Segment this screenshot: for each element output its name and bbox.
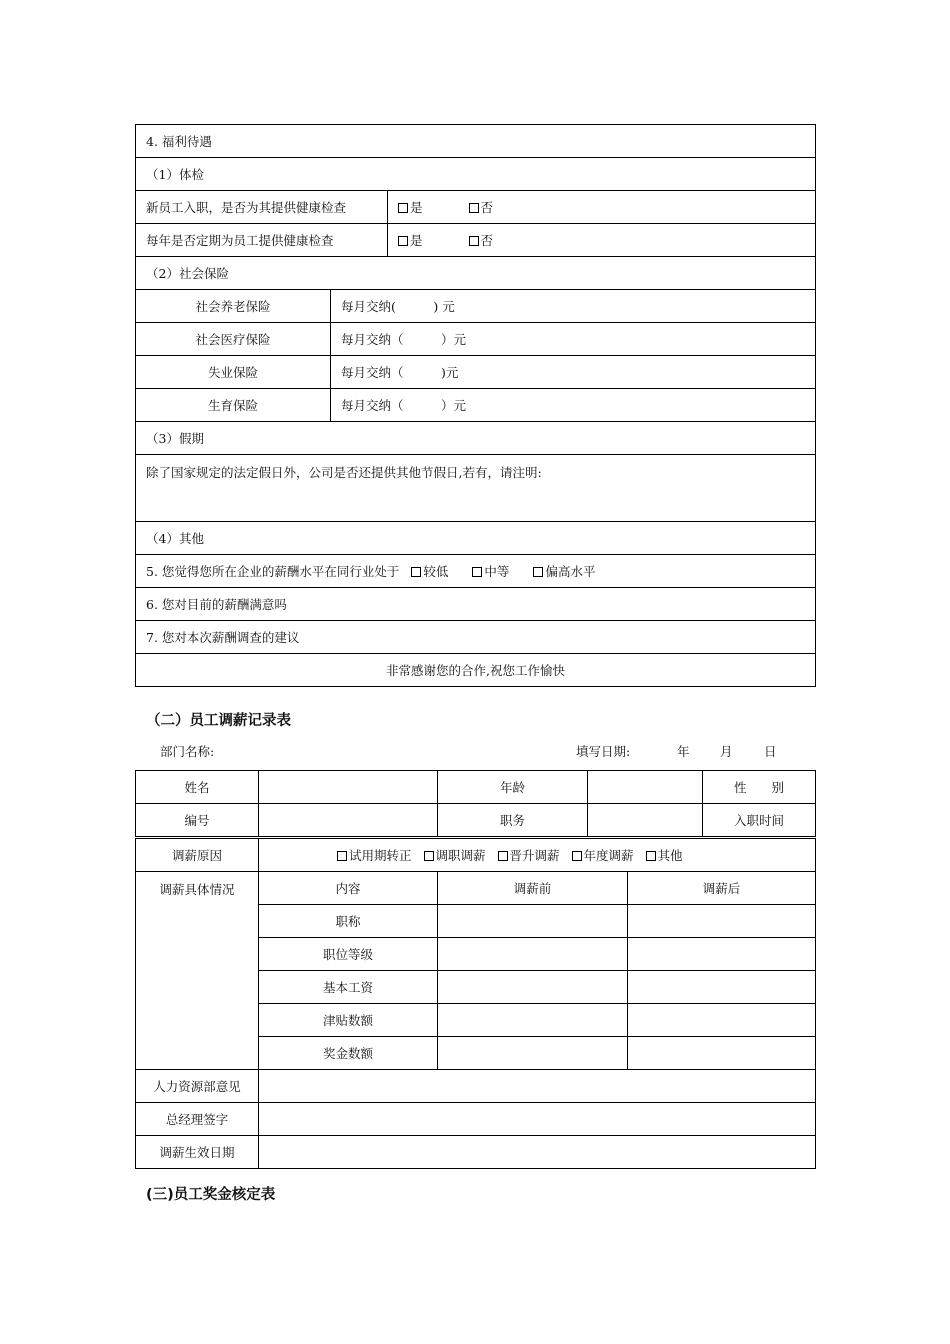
checkbox-no[interactable] [469, 203, 479, 213]
cell-after[interactable] [628, 971, 816, 1004]
detail-label: 调薪具体情况 [136, 872, 259, 1070]
col-before: 调薪前 [438, 872, 628, 905]
ins-pension-label: 社会养老保险 [136, 290, 331, 323]
reason-other: 其他 [657, 848, 683, 863]
gender-label: 性 别 [703, 771, 816, 804]
cell-after[interactable] [628, 1004, 816, 1037]
checkbox-low[interactable] [411, 567, 421, 577]
row-grade: 职位等级 [259, 938, 438, 971]
option-no-label: 否 [480, 200, 494, 215]
col-content: 内容 [259, 872, 438, 905]
cell-before[interactable] [438, 938, 628, 971]
checkup-annual-label: 每年是否定期为员工提供健康检查 [136, 224, 388, 257]
salary-adjust-table [135, 770, 816, 837]
age-label: 年龄 [438, 771, 588, 804]
id-field[interactable] [259, 804, 438, 837]
checkbox-yes[interactable] [398, 236, 408, 246]
section3-title: (三)员工奖金核定表 [146, 1187, 276, 1203]
row-title: 职称 [259, 905, 438, 938]
name-label: 姓名 [136, 771, 259, 804]
q6-row[interactable]: 6. 您对目前的薪酬满意吗 [136, 588, 816, 621]
checkbox-promotion[interactable] [498, 851, 508, 861]
checkbox-annual[interactable] [572, 851, 582, 861]
option-no-label: 否 [480, 233, 494, 248]
ins-medical-label: 社会医疗保险 [136, 323, 331, 356]
q5-opt-medium: 中等 [484, 564, 510, 579]
checkbox-other[interactable] [646, 851, 656, 861]
holiday-question[interactable]: 除了国家规定的法定假日外，公司是否还提供其他节假日,若有，请注明: [136, 455, 816, 522]
date-month: 月 [720, 744, 733, 759]
q4-3-heading: （3）假期 [136, 422, 816, 455]
row-allowance: 津贴数额 [259, 1004, 438, 1037]
hr-opinion-field[interactable] [259, 1070, 816, 1103]
gm-sign-label: 总经理签字 [136, 1103, 259, 1136]
option-yes-label: 是 [410, 233, 423, 248]
position-field[interactable] [588, 804, 703, 837]
checkup-new-label: 新员工入职，是否为其提供健康检查 [136, 191, 388, 224]
q4-2-heading: （2）社会保险 [136, 257, 816, 290]
q7-row[interactable]: 7. 您对本次薪酬调查的建议 [136, 621, 816, 654]
ins-medical-amount[interactable]: 每月交纳（ ）元 [331, 323, 816, 356]
ins-maternity-label: 生育保险 [136, 389, 331, 422]
col-after: 调薪后 [628, 872, 816, 905]
reason-transfer: 调职调薪 [435, 848, 486, 863]
thanks-row: 非常感谢您的合作,祝您工作愉快 [136, 654, 816, 687]
cell-after[interactable] [628, 905, 816, 938]
checkbox-yes[interactable] [398, 203, 408, 213]
q4-1-heading: （1）体检 [136, 158, 816, 191]
cell-before[interactable] [438, 1037, 628, 1070]
option-yes-label: 是 [410, 200, 423, 215]
cell-before[interactable] [438, 971, 628, 1004]
ins-pension-amount[interactable]: 每月交纳( ) 元 [331, 290, 816, 323]
checkup-new-options [388, 191, 816, 224]
name-field[interactable] [259, 771, 438, 804]
ins-maternity-amount[interactable]: 每月交纳（ ）元 [331, 389, 816, 422]
checkbox-high[interactable] [533, 567, 543, 577]
survey-table [135, 124, 816, 687]
q4-4-heading: （4）其他 [136, 522, 816, 555]
ins-unemploy-label: 失业保险 [136, 356, 331, 389]
q4-heading: 4. 福利待遇 [136, 125, 816, 158]
reason-probation: 试用期转正 [349, 848, 412, 863]
checkup-annual-options [388, 224, 816, 257]
q5-opt-high: 偏高水平 [545, 564, 596, 579]
reason-annual: 年度调薪 [583, 848, 634, 863]
row-base-salary: 基本工资 [259, 971, 438, 1004]
q5-row [136, 555, 816, 588]
q5-label: 5. 您觉得您所在企业的薪酬水平在同行业处于 [146, 564, 400, 579]
fill-date-label: 填写日期: [576, 744, 631, 759]
checkbox-medium[interactable] [472, 567, 482, 577]
date-day: 日 [764, 744, 777, 759]
cell-after[interactable] [628, 938, 816, 971]
cell-after[interactable] [628, 1037, 816, 1070]
section2-title: （二）员工调薪记录表 [146, 713, 291, 729]
hr-opinion-label: 人力资源部意见 [136, 1070, 259, 1103]
position-label: 职务 [438, 804, 588, 837]
checkbox-probation[interactable] [337, 851, 347, 861]
cell-before[interactable] [438, 1004, 628, 1037]
dept-label: 部门名称: [160, 744, 215, 759]
reason-options [259, 839, 816, 872]
ins-unemploy-amount[interactable]: 每月交纳（ )元 [331, 356, 816, 389]
id-label: 编号 [136, 804, 259, 837]
cell-before[interactable] [438, 905, 628, 938]
salary-adjust-table-body [135, 838, 816, 1169]
gm-sign-field[interactable] [259, 1103, 816, 1136]
q5-opt-low: 较低 [423, 564, 449, 579]
reason-promotion: 晋升调薪 [509, 848, 560, 863]
age-field[interactable] [588, 771, 703, 804]
join-date-label: 入职时间 [703, 804, 816, 837]
checkbox-no[interactable] [469, 236, 479, 246]
checkbox-transfer[interactable] [424, 851, 434, 861]
reason-label: 调薪原因 [136, 839, 259, 872]
effective-date-field[interactable] [259, 1136, 816, 1169]
row-bonus: 奖金数额 [259, 1037, 438, 1070]
date-year: 年 [677, 744, 690, 759]
effective-date-label: 调薪生效日期 [136, 1136, 259, 1169]
